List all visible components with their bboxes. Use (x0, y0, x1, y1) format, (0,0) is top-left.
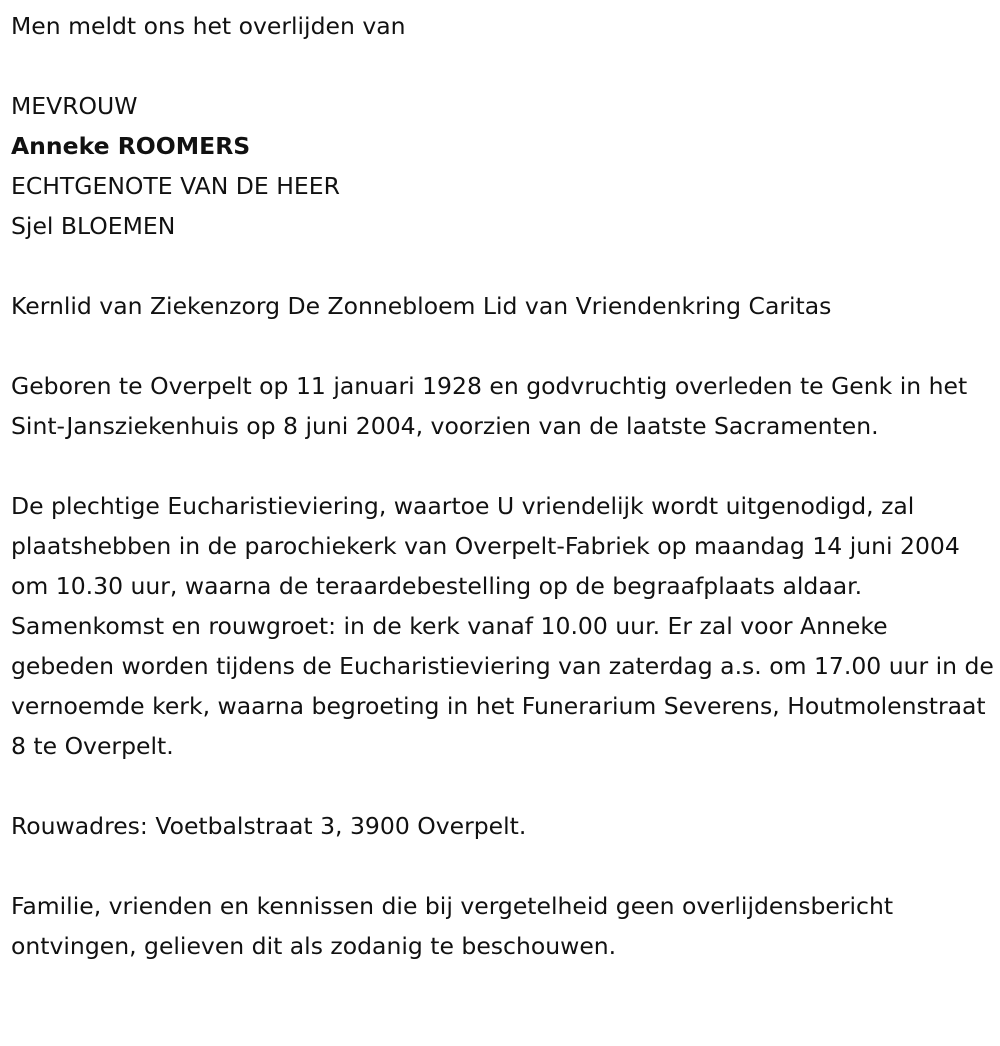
ceremony-paragraph: De plechtige Eucharistieviering, waartoe U vriendelijk wordt uitgenodigd, zal plaatshebben in de parochiekerk van Overpelt-Fabriek op maandag 14 juni 2004 om 10.30 uur, waarna de teraardebestelling op de begraafplaats aldaar. Samenkomst en rouwgroet: in de kerk vanaf 10.00 uur. Er zal voor Anneke gebeden worden tijdens de Eucharistieviering van zaterdag a.s. om 17.00 uur in de vernoemde kerk, waarna begroeting in het Funerarium Severens, Houtmolenstraat 8 te Overpelt. (11, 492, 994, 760)
intro-text: Men meldt ons het overlijden van (11, 12, 406, 40)
spacer (11, 446, 996, 486)
memberships-text: Kernlid van Ziekenzorg De Zonnebloem Lid van Vriendenkring Caritas (11, 292, 832, 320)
deceased-name: Anneke ROOMERS (11, 132, 251, 160)
spacer (11, 766, 996, 806)
closing-paragraph: Familie, vrienden en kennissen die bij vergetelheid geen overlijdensbericht ontvingen, gelieven dit als zodanig te beschouwen. (11, 892, 894, 960)
spouse-prefix: ECHTGENOTE VAN DE HEER (11, 172, 340, 200)
birth-death-paragraph: Geboren te Overpelt op 11 januari 1928 en godvruchtig overleden te Genk in het Sint-Jansziekenhuis op 8 juni 2004, voorzien van de laatste Sacramenten. (11, 372, 968, 440)
title-prefix: MEVROUW (11, 92, 138, 120)
spacer (11, 326, 996, 366)
spacer (11, 46, 996, 86)
spacer (11, 246, 996, 286)
obituary-document (11, 6, 996, 966)
address-text: Rouwadres: Voetbalstraat 3, 3900 Overpelt. (11, 812, 527, 840)
spouse-name: Sjel BLOEMEN (11, 212, 176, 240)
spacer (11, 846, 996, 886)
